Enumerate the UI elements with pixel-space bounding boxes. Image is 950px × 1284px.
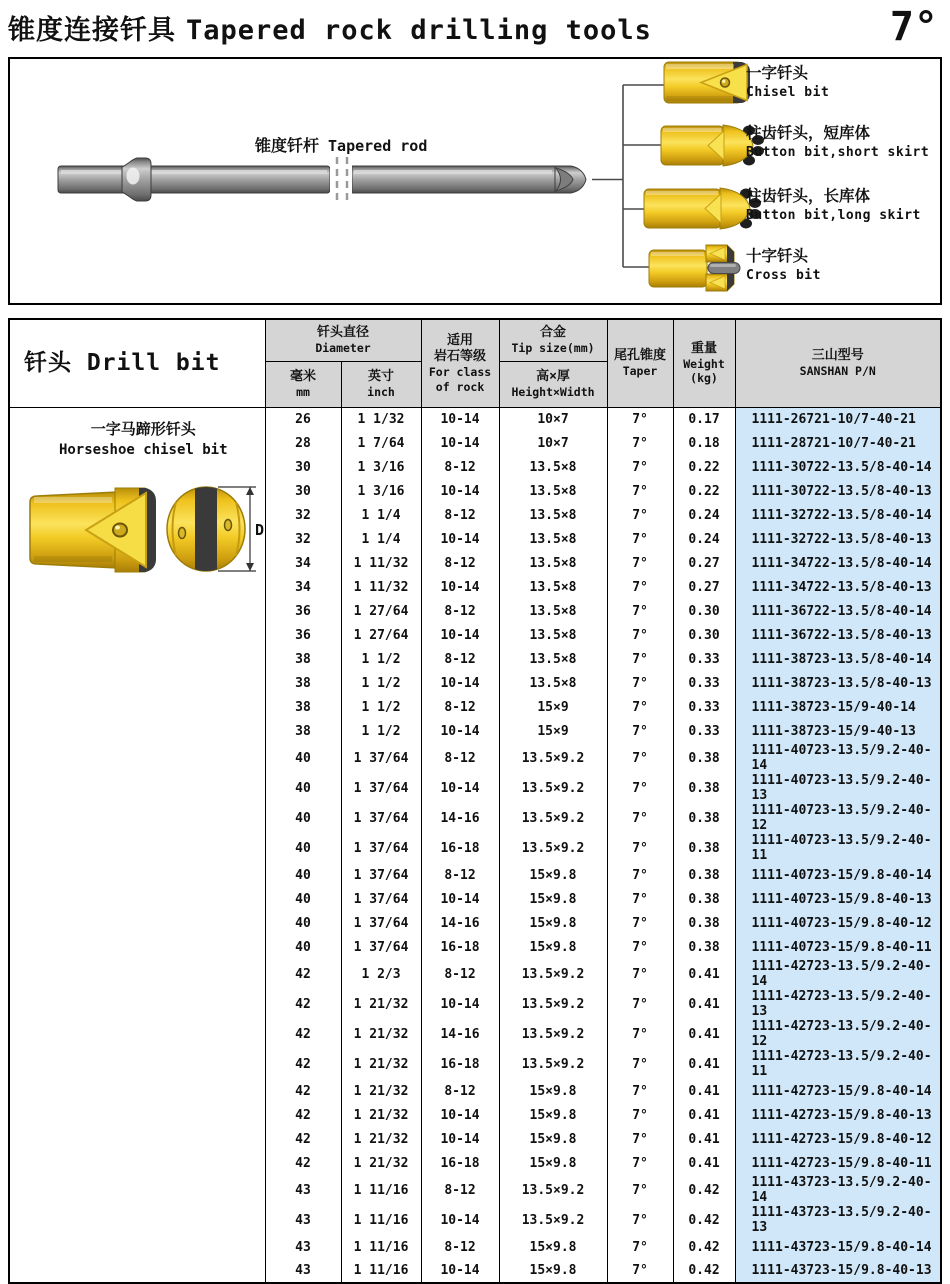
header-taper: 尾孔锥度 Taper: [607, 319, 673, 407]
cell-weight: 0.41: [673, 959, 735, 989]
cell-rock-class: 16-18: [421, 1151, 499, 1175]
cell-mm: 38: [265, 647, 341, 671]
cell-part-number: 1111-43723-15/9.8-40-13: [735, 1259, 941, 1283]
cell-mm: 32: [265, 503, 341, 527]
cell-part-number: 1111-40723-13.5/9.2-40-11: [735, 833, 941, 863]
flushing-hole: [113, 523, 127, 536]
cell-mm: 40: [265, 743, 341, 773]
cell-taper: 7°: [607, 1259, 673, 1283]
cell-taper: 7°: [607, 911, 673, 935]
cell-weight: 0.33: [673, 719, 735, 743]
cell-tip-size: 13.5×8: [499, 599, 607, 623]
cell-part-number: 1111-34722-13.5/8-40-14: [735, 551, 941, 575]
cell-tip-size: 15×9.8: [499, 1127, 607, 1151]
cell-taper: 7°: [607, 431, 673, 455]
cell-weight: 0.33: [673, 695, 735, 719]
cell-inch: 1 11/16: [341, 1175, 421, 1205]
cell-rock-class: 16-18: [421, 1049, 499, 1079]
product-cell: [9, 407, 265, 1283]
cell-rock-class: 8-12: [421, 863, 499, 887]
cell-rock-class: 14-16: [421, 911, 499, 935]
cell-mm: 38: [265, 671, 341, 695]
cell-taper: 7°: [607, 1151, 673, 1175]
cell-taper: 7°: [607, 1205, 673, 1235]
cell-rock-class: 10-14: [421, 773, 499, 803]
cell-inch: 1 1/2: [341, 719, 421, 743]
cell-mm: 34: [265, 575, 341, 599]
bit-label-en: Cross bit: [746, 268, 821, 283]
bit-label-zh: 柱齿钎头，短库体: [746, 124, 871, 142]
cell-taper: 7°: [607, 887, 673, 911]
cell-tip-size: 13.5×9.2: [499, 1019, 607, 1049]
cell-rock-class: 14-16: [421, 1019, 499, 1049]
flushing-hole: [225, 519, 232, 530]
cell-rock-class: 8-12: [421, 1079, 499, 1103]
cell-weight: 0.33: [673, 647, 735, 671]
cell-weight: 0.38: [673, 863, 735, 887]
cell-mm: 36: [265, 599, 341, 623]
cell-mm: 43: [265, 1235, 341, 1259]
cell-inch: 1 1/32: [341, 407, 421, 431]
bit-label-button-short: [746, 124, 938, 162]
header-inch: 英寸 inch: [341, 361, 421, 407]
titlebar: [8, 4, 942, 52]
cell-rock-class: 10-14: [421, 1127, 499, 1151]
cell-tip-size: 13.5×9.2: [499, 1205, 607, 1235]
product-name-zh: 一字马蹄形钎头: [90, 419, 196, 438]
cell-part-number: 1111-30722-13.5/8-40-13: [735, 479, 941, 503]
rod-label-zh: 锥度钎杆: [255, 136, 320, 155]
bit-label-zh: 十字钎头: [746, 247, 809, 265]
cell-rock-class: 10-14: [421, 887, 499, 911]
cell-part-number: 1111-32722-13.5/8-40-14: [735, 503, 941, 527]
cell-taper: 7°: [607, 623, 673, 647]
cell-part-number: 1111-40723-13.5/9.2-40-14: [735, 743, 941, 773]
cell-weight: 0.41: [673, 1019, 735, 1049]
cell-weight: 0.42: [673, 1235, 735, 1259]
cell-rock-class: 10-14: [421, 719, 499, 743]
cell-mm: 26: [265, 407, 341, 431]
cell-inch: 1 21/32: [341, 1103, 421, 1127]
cell-tip-size: 13.5×8: [499, 623, 607, 647]
cell-inch: 1 27/64: [341, 599, 421, 623]
cell-taper: 7°: [607, 743, 673, 773]
cell-weight: 0.24: [673, 503, 735, 527]
cell-rock-class: 10-14: [421, 1259, 499, 1283]
cell-weight: 0.18: [673, 431, 735, 455]
cell-inch: 1 2/3: [341, 959, 421, 989]
cell-mm: 38: [265, 719, 341, 743]
diagram-box: [8, 57, 942, 305]
cell-weight: 0.41: [673, 1151, 735, 1175]
cell-weight: 0.41: [673, 1103, 735, 1127]
cell-part-number: 1111-40723-15/9.8-40-13: [735, 887, 941, 911]
header-weight: 重量 Weight (kg): [673, 319, 735, 407]
bit-label-zh: 柱齿钎头，长库体: [746, 187, 871, 205]
cell-mm: 40: [265, 833, 341, 863]
cell-tip-size: 15×9.8: [499, 1259, 607, 1283]
spec-table-body: [9, 407, 941, 1283]
cell-inch: 1 21/32: [341, 1127, 421, 1151]
cell-taper: 7°: [607, 1235, 673, 1259]
cell-taper: 7°: [607, 455, 673, 479]
cell-part-number: 1111-43723-13.5/9.2-40-14: [735, 1175, 941, 1205]
cell-inch: 1 1/2: [341, 695, 421, 719]
cell-mm: 38: [265, 695, 341, 719]
cell-mm: 40: [265, 863, 341, 887]
cell-mm: 40: [265, 887, 341, 911]
cell-weight: 0.42: [673, 1175, 735, 1205]
cell-tip-size: 13.5×8: [499, 455, 607, 479]
cell-rock-class: 8-12: [421, 551, 499, 575]
cell-mm: 40: [265, 935, 341, 959]
cell-rock-class: 8-12: [421, 455, 499, 479]
header-diameter-en: Diameter: [315, 341, 371, 356]
cell-rock-class: 8-12: [421, 743, 499, 773]
cell-part-number: 1111-28721-10/7-40-21: [735, 431, 941, 455]
cell-weight: 0.41: [673, 989, 735, 1019]
cell-inch: 1 1/2: [341, 671, 421, 695]
cell-taper: 7°: [607, 671, 673, 695]
cell-tip-size: 15×9.8: [499, 887, 607, 911]
cell-weight: 0.42: [673, 1205, 735, 1235]
bit-label-cross: [746, 247, 938, 285]
cell-tip-size: 15×9.8: [499, 935, 607, 959]
cell-mm: 32: [265, 527, 341, 551]
cell-part-number: 1111-42723-13.5/9.2-40-14: [735, 959, 941, 989]
bit-side-view: [30, 488, 156, 572]
taper-degree-badge: 7°: [889, 4, 938, 50]
cell-tip-size: 13.5×8: [499, 551, 607, 575]
cell-taper: 7°: [607, 803, 673, 833]
cell-taper: 7°: [607, 695, 673, 719]
cell-mm: 43: [265, 1205, 341, 1235]
cell-tip-size: 15×9.8: [499, 911, 607, 935]
cell-taper: 7°: [607, 1019, 673, 1049]
cell-taper: 7°: [607, 479, 673, 503]
cell-taper: 7°: [607, 1049, 673, 1079]
cell-part-number: 1111-42723-15/9.8-40-11: [735, 1151, 941, 1175]
cell-rock-class: 10-14: [421, 575, 499, 599]
cell-weight: 0.22: [673, 455, 735, 479]
cell-weight: 0.38: [673, 887, 735, 911]
cell-inch: 1 21/32: [341, 1151, 421, 1175]
cell-rock-class: 8-12: [421, 503, 499, 527]
chisel-bit-icon: [663, 60, 757, 105]
cell-part-number: 1111-40723-15/9.8-40-11: [735, 935, 941, 959]
cell-part-number: 1111-36722-13.5/8-40-13: [735, 623, 941, 647]
cell-taper: 7°: [607, 575, 673, 599]
cell-rock-class: 10-14: [421, 479, 499, 503]
cell-inch: 1 21/32: [341, 1079, 421, 1103]
connector-lines: [592, 85, 666, 267]
cell-inch: 1 11/16: [341, 1235, 421, 1259]
cell-rock-class: 14-16: [421, 803, 499, 833]
cell-tip-size: 13.5×9.2: [499, 833, 607, 863]
cell-tip-size: 13.5×9.2: [499, 803, 607, 833]
spec-table: [8, 318, 942, 1284]
bit-front-view: [167, 486, 245, 572]
cell-taper: 7°: [607, 935, 673, 959]
cell-tip-size: 13.5×9.2: [499, 1175, 607, 1205]
cell-weight: 0.41: [673, 1079, 735, 1103]
cell-taper: 7°: [607, 407, 673, 431]
cell-weight: 0.38: [673, 803, 735, 833]
cell-tip-size: 10×7: [499, 431, 607, 455]
cell-mm: 42: [265, 1019, 341, 1049]
cell-taper: 7°: [607, 1079, 673, 1103]
cell-tip-size: 13.5×8: [499, 503, 607, 527]
cell-mm: 42: [265, 1103, 341, 1127]
cell-inch: 1 21/32: [341, 1049, 421, 1079]
cell-inch: 1 11/32: [341, 551, 421, 575]
cell-mm: 42: [265, 1127, 341, 1151]
cell-inch: 1 37/64: [341, 833, 421, 863]
cell-tip-size: 15×9.8: [499, 1079, 607, 1103]
header-part-number: 三山型号 SANSHAN P/N: [735, 319, 941, 407]
cell-mm: 43: [265, 1259, 341, 1283]
header-height-width: 高×厚 Height×Width: [499, 361, 607, 407]
cell-weight: 0.30: [673, 623, 735, 647]
cell-part-number: 1111-42723-13.5/9.2-40-12: [735, 1019, 941, 1049]
cell-rock-class: 16-18: [421, 833, 499, 863]
cell-part-number: 1111-38723-13.5/8-40-14: [735, 647, 941, 671]
cell-taper: 7°: [607, 833, 673, 863]
cell-part-number: 1111-43723-15/9.8-40-14: [735, 1235, 941, 1259]
flushing-hole: [179, 527, 186, 538]
cell-weight: 0.30: [673, 599, 735, 623]
section-title-cell: 钎头 Drill bit: [9, 319, 265, 407]
cell-tip-size: 13.5×9.2: [499, 989, 607, 1019]
cell-taper: 7°: [607, 551, 673, 575]
cell-taper: 7°: [607, 989, 673, 1019]
cell-rock-class: 10-14: [421, 989, 499, 1019]
cell-tip-size: 15×9.8: [499, 1235, 607, 1259]
product-name-en: Horseshoe chisel bit: [58, 441, 228, 458]
cell-taper: 7°: [607, 719, 673, 743]
cell-taper: 7°: [607, 503, 673, 527]
cell-mm: 40: [265, 911, 341, 935]
cell-mm: 42: [265, 989, 341, 1019]
cell-inch: 1 7/64: [341, 431, 421, 455]
cell-weight: 0.27: [673, 551, 735, 575]
cell-weight: 0.41: [673, 1049, 735, 1079]
cell-rock-class: 10-14: [421, 431, 499, 455]
cell-weight: 0.38: [673, 833, 735, 863]
cell-mm: 42: [265, 1049, 341, 1079]
page-title-zh: 锥度连接钎具: [8, 15, 176, 46]
cell-part-number: 1111-42723-13.5/9.2-40-13: [735, 989, 941, 1019]
cell-mm: 34: [265, 551, 341, 575]
cell-inch: 1 11/16: [341, 1259, 421, 1283]
cell-part-number: 1111-40723-15/9.8-40-12: [735, 911, 941, 935]
bit-label-chisel: [746, 64, 938, 102]
cell-inch: 1 3/16: [341, 479, 421, 503]
cell-mm: 30: [265, 455, 341, 479]
cell-taper: 7°: [607, 527, 673, 551]
flushing-hole: [721, 78, 730, 87]
cell-rock-class: 8-12: [421, 599, 499, 623]
cell-tip-size: 15×9.8: [499, 1103, 607, 1127]
cell-part-number: 1111-43723-13.5/9.2-40-13: [735, 1205, 941, 1235]
cell-rock-class: 16-18: [421, 935, 499, 959]
cell-part-number: 1111-36722-13.5/8-40-14: [735, 599, 941, 623]
cell-taper: 7°: [607, 773, 673, 803]
cell-rock-class: 8-12: [421, 647, 499, 671]
cell-rock-class: 10-14: [421, 407, 499, 431]
cell-rock-class: 10-14: [421, 623, 499, 647]
cell-part-number: 1111-40723-15/9.8-40-14: [735, 863, 941, 887]
cell-rock-class: 10-14: [421, 1205, 499, 1235]
cell-mm: 28: [265, 431, 341, 455]
cell-inch: 1 37/64: [341, 773, 421, 803]
header-diameter-zh: 钎头直径: [317, 324, 370, 340]
cell-rock-class: 10-14: [421, 671, 499, 695]
cell-inch: 1 11/32: [341, 575, 421, 599]
cell-weight: 0.17: [673, 407, 735, 431]
cell-inch: 1 21/32: [341, 989, 421, 1019]
bit-label-en: Chisel bit: [746, 85, 830, 100]
cell-part-number: 1111-38723-15/9-40-13: [735, 719, 941, 743]
cell-part-number: 1111-30722-13.5/8-40-14: [735, 455, 941, 479]
cell-part-number: 1111-42723-13.5/9.2-40-11: [735, 1049, 941, 1079]
cell-part-number: 1111-40723-13.5/9.2-40-13: [735, 773, 941, 803]
header-diameter: [265, 319, 421, 361]
cell-weight: 0.27: [673, 575, 735, 599]
cell-rock-class: 8-12: [421, 1235, 499, 1259]
cell-tip-size: 13.5×8: [499, 575, 607, 599]
cell-mm: 43: [265, 1175, 341, 1205]
cell-inch: 1 21/32: [341, 1019, 421, 1049]
table-row: [9, 407, 941, 431]
rod-label: [255, 133, 427, 156]
cell-part-number: 1111-32722-13.5/8-40-13: [735, 527, 941, 551]
bit-label-en: Button bit,short skirt: [746, 145, 930, 160]
cell-taper: 7°: [607, 1175, 673, 1205]
cell-tip-size: 15×9: [499, 719, 607, 743]
header-tip-size: 合金 Tip size(mm): [499, 319, 607, 361]
cell-taper: 7°: [607, 1103, 673, 1127]
dimension-label: D: [255, 520, 265, 539]
cell-weight: 0.33: [673, 671, 735, 695]
cell-inch: 1 1/2: [341, 647, 421, 671]
horseshoe-chisel-bit-image: [22, 484, 268, 576]
cell-rock-class: 8-12: [421, 959, 499, 989]
cell-mm: 42: [265, 959, 341, 989]
cell-tip-size: 15×9: [499, 695, 607, 719]
cell-inch: 1 37/64: [341, 911, 421, 935]
cell-weight: 0.38: [673, 911, 735, 935]
cell-taper: 7°: [607, 863, 673, 887]
header-mm: 毫米 mm: [265, 361, 341, 407]
cell-part-number: 1111-42723-15/9.8-40-13: [735, 1103, 941, 1127]
cell-part-number: 1111-42723-15/9.8-40-14: [735, 1079, 941, 1103]
cell-inch: 1 37/64: [341, 863, 421, 887]
page-title-en: Tapered rock drilling tools: [186, 15, 652, 46]
cell-inch: 1 37/64: [341, 887, 421, 911]
cell-inch: 1 1/4: [341, 503, 421, 527]
header-rock-class: 适用 岩石等级 For class of rock: [421, 319, 499, 407]
cell-mm: 30: [265, 479, 341, 503]
cell-taper: 7°: [607, 1127, 673, 1151]
cell-inch: 1 1/4: [341, 527, 421, 551]
cell-tip-size: 13.5×8: [499, 647, 607, 671]
cell-inch: 1 37/64: [341, 803, 421, 833]
cell-weight: 0.22: [673, 479, 735, 503]
cell-tip-size: 13.5×8: [499, 479, 607, 503]
rod-break-gap: [330, 162, 352, 197]
cell-part-number: 1111-26721-10/7-40-21: [735, 407, 941, 431]
cell-weight: 0.38: [673, 773, 735, 803]
cell-rock-class: 10-14: [421, 527, 499, 551]
cell-mm: 42: [265, 1079, 341, 1103]
cell-weight: 0.41: [673, 1127, 735, 1151]
cell-part-number: 1111-38723-15/9-40-14: [735, 695, 941, 719]
cell-tip-size: 15×9.8: [499, 863, 607, 887]
cell-inch: 1 37/64: [341, 743, 421, 773]
cell-part-number: 1111-38723-13.5/8-40-13: [735, 671, 941, 695]
cell-mm: 40: [265, 773, 341, 803]
spec-table-section: [8, 318, 942, 1284]
cell-tip-size: 13.5×9.2: [499, 959, 607, 989]
cell-part-number: 1111-42723-15/9.8-40-12: [735, 1127, 941, 1151]
cell-part-number: 1111-40723-13.5/9.2-40-12: [735, 803, 941, 833]
cell-weight: 0.24: [673, 527, 735, 551]
cell-inch: 1 3/16: [341, 455, 421, 479]
bit-label-button-long: [746, 187, 938, 225]
cell-inch: 1 27/64: [341, 623, 421, 647]
cell-weight: 0.38: [673, 743, 735, 773]
cell-mm: 36: [265, 623, 341, 647]
cell-mm: 42: [265, 1151, 341, 1175]
rod-body: [58, 157, 586, 202]
bit-label-en: Button bit,long skirt: [746, 208, 921, 223]
cell-tip-size: 15×9.8: [499, 1151, 607, 1175]
cell-inch: 1 11/16: [341, 1205, 421, 1235]
cell-tip-size: 13.5×9.2: [499, 1049, 607, 1079]
cell-tip-size: 13.5×9.2: [499, 773, 607, 803]
bit-label-zh: 一字钎头: [746, 64, 809, 82]
cell-rock-class: 10-14: [421, 1103, 499, 1127]
rod-label-en: Tapered rod: [328, 137, 428, 155]
cell-rock-class: 8-12: [421, 695, 499, 719]
cell-part-number: 1111-34722-13.5/8-40-13: [735, 575, 941, 599]
cell-tip-size: 13.5×8: [499, 671, 607, 695]
cell-weight: 0.42: [673, 1259, 735, 1283]
cell-inch: 1 37/64: [341, 935, 421, 959]
spec-table-header: [9, 319, 941, 407]
page-title: [8, 8, 942, 47]
cell-taper: 7°: [607, 647, 673, 671]
cell-taper: 7°: [607, 599, 673, 623]
cross-bit-icon: [648, 243, 752, 293]
chisel-edge-band: [195, 486, 217, 572]
cell-weight: 0.38: [673, 935, 735, 959]
cell-rock-class: 8-12: [421, 1175, 499, 1205]
cell-tip-size: 10×7: [499, 407, 607, 431]
cell-tip-size: 13.5×8: [499, 527, 607, 551]
cell-tip-size: 13.5×9.2: [499, 743, 607, 773]
cell-mm: 40: [265, 803, 341, 833]
cell-taper: 7°: [607, 959, 673, 989]
